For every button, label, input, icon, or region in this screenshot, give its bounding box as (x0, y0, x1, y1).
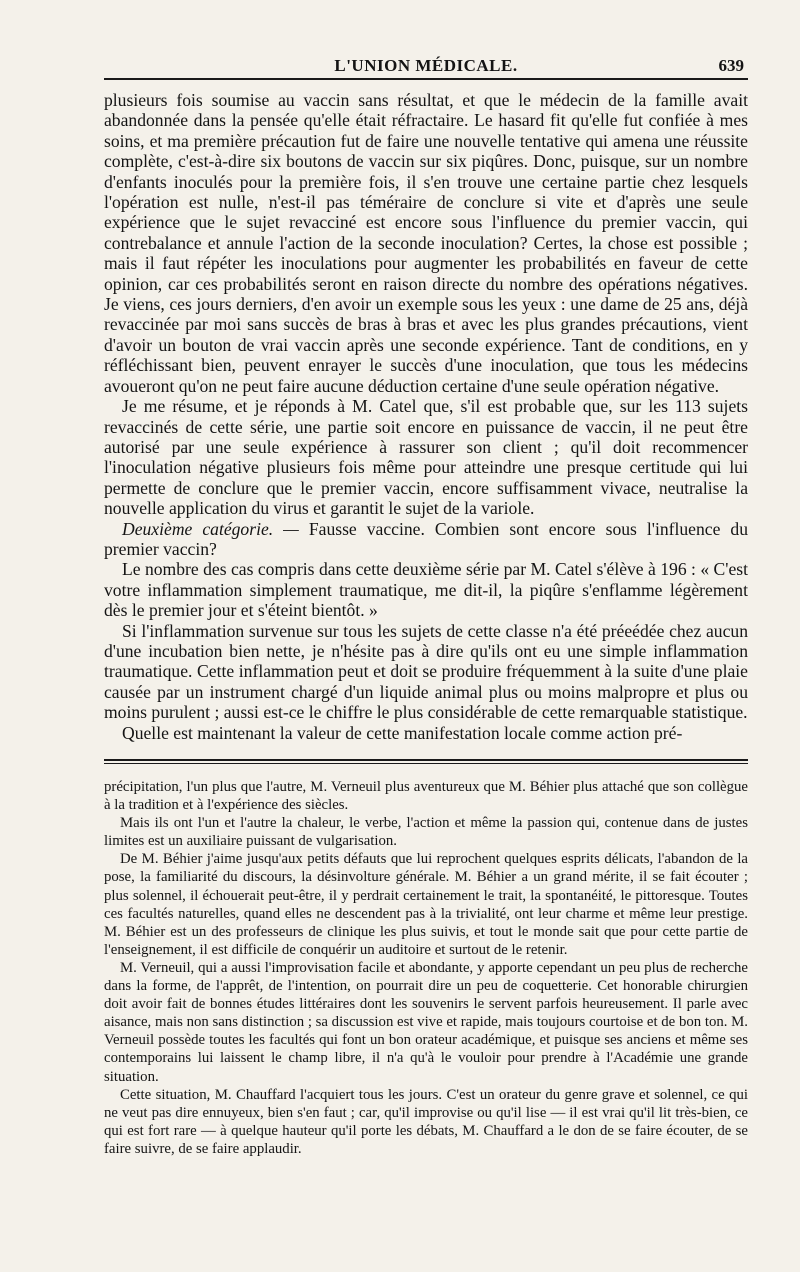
page-number: 639 (718, 56, 744, 75)
paragraph: M. Verneuil, qui a aussi l'improvisation facile et abondante, y apporte cependant un peu plus de recherche dans la forme, de l'apprêt, de l'intention, on pourrait dire un peu de coquetterie. Cet honorable chirurgien doit avoir fait de bonnes études littéraires dont les souvenirs le servent parfois heureusement. Il parle avec aisance, mais non sans distinction ; sa discussion est vive et rapide, mais toujours courtoise et de bon ton. M. Verneuil possède toutes les facultés qui font un bon orateur académique, et puisque ses anciens et même ses contemporains lui laissent le champ libre, il n'a qu'à le vouloir pour prendre à l'Académie une grande situation. (104, 959, 748, 1085)
section-lead: Deuxième catégorie. — (122, 518, 299, 539)
running-header (104, 52, 748, 80)
section-heading-paragraph (104, 519, 748, 560)
paragraph: Si l'inflammation survenue sur tous les sujets de cette classe n'a été préeédée chez aucun d'une incubation bien nette, je n'hésite pas à dire qu'ils ont eu une simple inflammation traumatique. Cette inflammation peut et doit se produire fréquemment à la suite d'une plaie causée par un instrument chargé d'un liquide animal plus ou moins malpropre et plus ou moins purulent ; aussi est-ce le chiffre le plus considérable de cette remarquable statistique. (104, 620, 748, 723)
main-text (104, 90, 748, 743)
paragraph: Cette situation, M. Chauffard l'acquiert tous les jours. C'est un orateur du genre grave et solennel, ce qui ne veut pas dire ennuyeux, bien s'en faut ; car, qu'il improvise ou qu'il lise — il est vrai qu'il lit très-bien, ce qui est fort rare — à quelque hauteur qu'il porte les débats, M. Chauffard a le don de se faire écouter, de se faire suivre, de se faire applaudir. (104, 1086, 748, 1157)
section-text: Fausse vaccine. Combien sont encore sous l'influence du premier vaccin? (104, 518, 748, 559)
feuilleton-text (104, 778, 748, 1158)
paragraph: Mais ils ont l'un et l'autre la chaleur, le verbe, l'action et même la passion qui, contenue dans de justes limites est un auxiliaire puissant de vulgarisation. (104, 815, 748, 850)
feuilleton-separator (104, 759, 748, 764)
paragraph: précipitation, l'un plus que l'autre, M. Verneuil plus aventureux que M. Béhier plus attaché que son collègue à la tradition et à l'expérience des siècles. (104, 779, 748, 814)
paragraph: plusieurs fois soumise au vaccin sans résultat, et que le médecin de la famille avait abandonnée dans la pensée qu'elle était réfractaire. Le hasard fit qu'elle fut confiée à mes soins, et ma première précaution fut de faire une nouvelle tentative qui amena une réussite complète, c'est-à-dire six boutons de vaccin sur six piqûres. Donc, puisque, sur un nombre d'enfants inoculés pour la première fois, il s'en trouve une certaine partie chez lesquels l'opération est nulle, n'est-il pas téméraire de conclure si vite et d'après une seule expérience que le sujet revacciné est encore sous l'influence du premier vaccin, qui contrebalance et annule l'action de la seconde inoculation? Certes, la chose est possible ; mais il faut répéter les inoculations pour augmenter les probabilités en faveur de cette opinion, car ces probabilités seront en raison directe du nombre des opérations négatives. Je viens, ces jours derniers, d'en avoir un exemple sous les yeux : une dame de 25 ans, déjà revaccinée par moi sans succès de bras à bras et avec les plus grandes précautions, vient d'avoir un bouton de vrai vaccin après une seconde expérience. Tant de conditions, en y réfléchissant bien, peuvent enrayer le succès d'une inoculation, que tous les médecins avoueront qu'on ne peut faire aucune déduction certaine d'une seule opération négative. (104, 90, 748, 396)
paragraph: Quelle est maintenant la valeur de cette manifestation locale comme action pré- (122, 722, 683, 743)
paragraph: Je me résume, et je réponds à M. Catel que, s'il est probable que, sur les 113 sujets revaccinés de cette série, une partie soit encore en puissance de vaccin, il ne peut être autorisé par une seule expérience à rassurer son client ; qu'il doit recommencer l'inoculation négative plusieurs fois même pour atteindre une presque certitude qui lui permette de conclure que le premier vaccin, encore suffisamment vivace, neutralise la nouvelle application du virus et garantit le sujet de la variole. (104, 396, 748, 519)
paragraph: De M. Béhier j'aime jusqu'aux petits défauts que lui reprochent quelques esprits délicats, l'abandon de la pose, la familiarité du discours, la désinvolture générale. M. Béhier a un grand mérite, il se fait écouter ; plus solennel, il échouerait peut-être, il y perdrait certainement le trait, la spontanéité, le pittoresque. Toutes ces facultés naturelles, quand elles ne descendent pas à la trivialité, ont leur charme et même leur prestige. M. Béhier est un des professeurs de clinique les plus suivis, et tout le monde sait que pour cette partie de l'enseignement, il est difficile de conquérir un auditoire et surtout de le retenir. (104, 851, 748, 958)
paragraph: Le nombre des cas compris dans cette deuxième série par M. Catel s'élève à 196 : « C'est votre inflammation simplement traumatique, me dit-il, la piqûre s'enflamme légèrement dès le premier jour et s'éteint bientôt. » (104, 559, 748, 621)
running-title: L'UNION MÉDICALE. (334, 56, 518, 75)
